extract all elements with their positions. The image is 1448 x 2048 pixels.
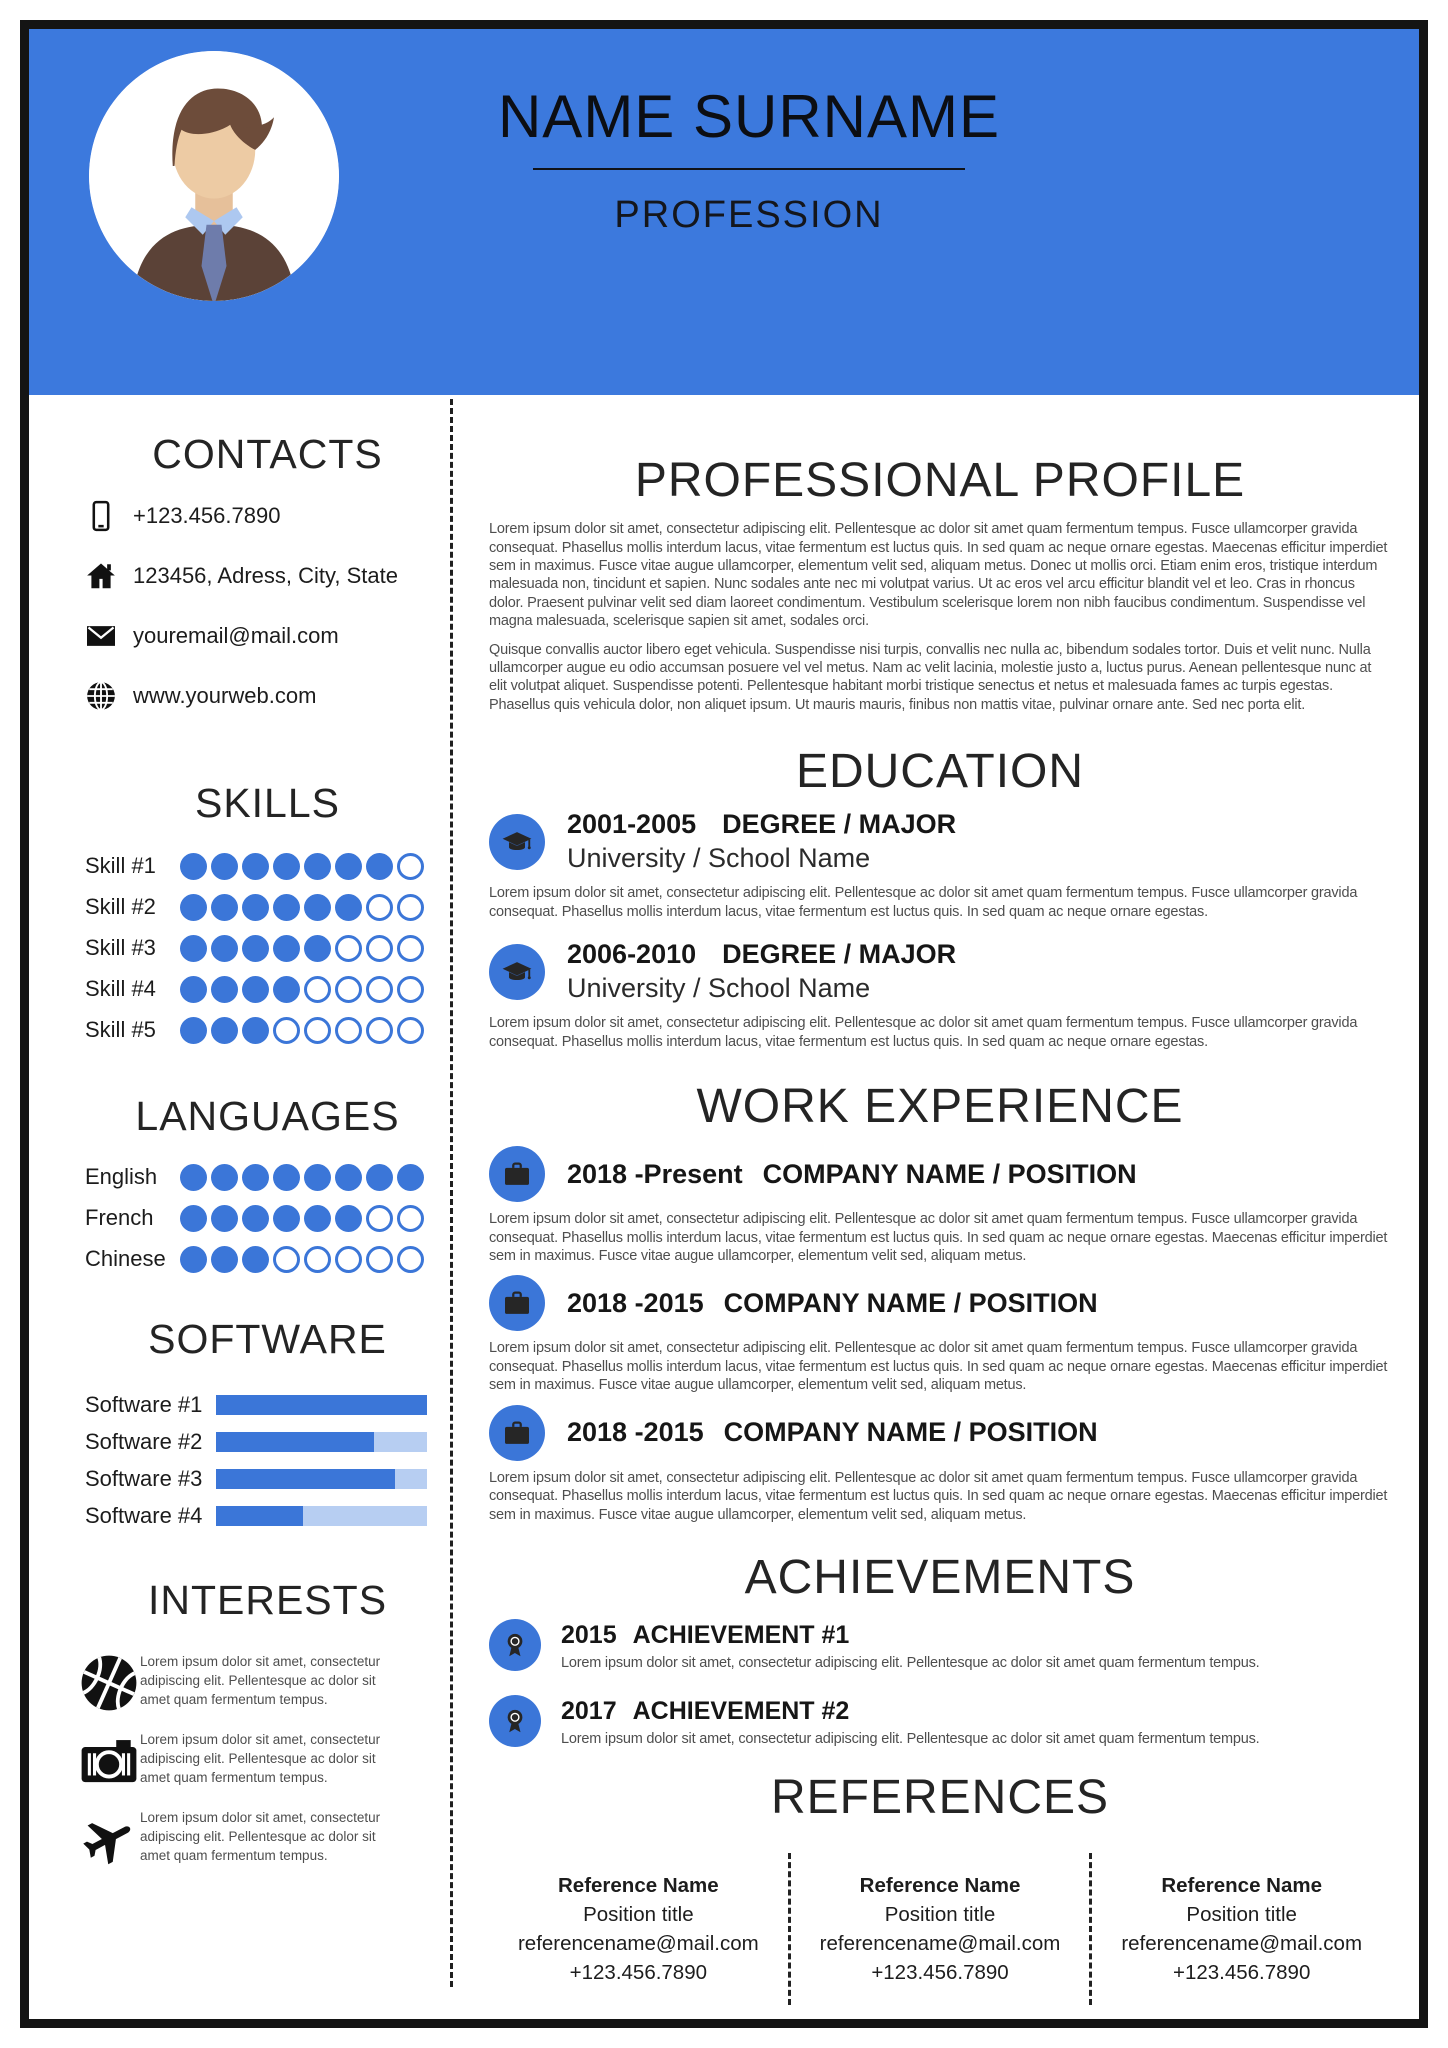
achievement-item [489, 1695, 1391, 1748]
software-bar-track [216, 1395, 427, 1415]
dot-filled [211, 1164, 238, 1191]
achievement-year: 2015 [561, 1621, 617, 1650]
education-item-text [567, 809, 956, 874]
achievement-label: ACHIEVEMENT #2 [632, 1696, 850, 1725]
education-title-line [567, 809, 956, 840]
skill-row [85, 851, 450, 881]
dot-empty [397, 1205, 424, 1232]
education-title-line [567, 939, 956, 970]
dot-filled [242, 894, 269, 921]
education-years: 2001-2005 [567, 809, 697, 840]
dot-filled [180, 935, 207, 962]
work-item [489, 1146, 1391, 1265]
language-row [85, 1244, 450, 1274]
reference-position: Position title [1186, 1903, 1297, 1927]
achievement-description: Lorem ipsum dolor sit amet, consectetur adipiscing elit. Pellentesque ac dolor sit amet quam fermentum tempus. [561, 1730, 1260, 1747]
education-item-text [567, 939, 956, 1004]
achievement-item-text [561, 1619, 1260, 1672]
work-item [489, 1405, 1391, 1524]
skill-row-label: Skill #1 [85, 853, 156, 879]
dot-empty [304, 1017, 331, 1044]
briefcase-icon [489, 1405, 545, 1461]
skill-row-dots [180, 1017, 424, 1044]
reference-position: Position title [884, 1903, 996, 1927]
skill-row-dots [180, 894, 424, 921]
dot-filled [211, 1205, 238, 1232]
education-degree: DEGREE / MAJOR [722, 809, 957, 840]
interest-item [85, 1730, 450, 1792]
achievement-item-text [561, 1695, 1260, 1748]
content-columns [29, 395, 1419, 2019]
basketball-icon [78, 1652, 140, 1714]
work-years: 2018 -Present [567, 1158, 743, 1189]
header-text [419, 85, 1079, 237]
work-item [489, 1275, 1391, 1394]
dot-filled [211, 976, 238, 1003]
software-label: Software #4 [85, 1502, 203, 1528]
language-row-label: English [85, 1164, 158, 1190]
dot-empty [366, 1017, 393, 1044]
software-label: Software #1 [85, 1391, 203, 1417]
dot-filled [180, 976, 207, 1003]
dot-filled [273, 853, 300, 880]
dot-filled [211, 894, 238, 921]
header-divider [533, 168, 965, 170]
software-bar-fill [216, 1432, 374, 1452]
references-row [489, 1853, 1391, 2005]
contact-text: 123456, Adress, City, State [133, 563, 398, 589]
work-title-line [567, 1159, 1137, 1190]
dot-filled [273, 894, 300, 921]
dot-filled [242, 976, 269, 1003]
dot-filled [304, 853, 331, 880]
achievement-title-line [561, 1697, 1260, 1726]
interest-text: Lorem ipsum dolor sit amet, consectetur adipiscing elit. Pellentesque ac dolor sit amet quam fermentum tempus. [140, 1731, 381, 1785]
dot-filled [211, 935, 238, 962]
resume-page [20, 20, 1428, 2028]
work-title: WORK EXPERIENCE [696, 1080, 1184, 1134]
profile-title: PROFESSIONAL PROFILE [634, 454, 1246, 507]
language-row-label: French [85, 1205, 154, 1231]
achievement-item-header [489, 1695, 1391, 1748]
reference-email: referencename@mail.com [517, 1932, 759, 1956]
work-item-text [567, 1288, 1098, 1319]
phone-icon [85, 498, 119, 534]
dot-filled [304, 935, 331, 962]
contact-text: +123.456.7890 [133, 503, 281, 529]
skill-row-label: Skill #4 [85, 976, 156, 1002]
work-company: COMPANY NAME / POSITION [723, 1417, 1098, 1448]
dot-filled [180, 1246, 207, 1273]
reference-card [1092, 1871, 1391, 1987]
dot-filled [180, 894, 207, 921]
profile-paragraph: Quisque convallis auctor libero eget vehicula. Suspendisse nisi turpis, convallis nec nulla ac, bibendum sodales tortor. Duis et velit nunc. Nulla ullamcorper augue eu odio accumsan posuere vel vel metus. Nam ac velit lacinia, molestie justo a, luctus purus. Aenean pellentesque nunc at elit volutpat aliquet. Suspendisse potenti. Pellentesque habitant morbi tristique senectus et netus et malesuada fames ac turpis egestas. Phasellus quis vehicula dolor, non aliquet ipsum. Ut mauris mauris, finibus non mattis vitae, pulvinar ornare ante. Sed nec porta elit. [489, 641, 1372, 713]
dot-empty [366, 935, 393, 962]
dot-empty [397, 853, 424, 880]
reference-card [489, 1871, 788, 1987]
dot-empty [397, 935, 424, 962]
skill-row-dots [180, 853, 424, 880]
skill-row [85, 892, 450, 922]
skills-list [85, 851, 450, 1045]
software-row [85, 1390, 450, 1420]
dot-filled [366, 1164, 393, 1191]
skill-row [85, 1015, 450, 1045]
dot-filled [180, 853, 207, 880]
dot-filled [242, 1164, 269, 1191]
language-row-label: Chinese [85, 1246, 166, 1272]
profession-title: PROFESSION [614, 194, 884, 236]
dot-filled [242, 1017, 269, 1044]
dot-empty [366, 976, 393, 1003]
work-years: 2018 -2015 [567, 1417, 704, 1448]
briefcase-icon [489, 1146, 545, 1202]
mail-icon [85, 618, 119, 654]
dot-empty [273, 1246, 300, 1273]
dot-empty [335, 1246, 362, 1273]
medal-icon [489, 1619, 541, 1671]
dot-filled [273, 935, 300, 962]
work-title-line [567, 1417, 1098, 1448]
skill-row [85, 974, 450, 1004]
work-description: Lorem ipsum dolor sit amet, consectetur adipiscing elit. Pellentesque ac dolor sit amet quam fermentum tempus. Fusce ullamcorper gravida consequat. Phasellus mollis interdum lacus, vitae fermentum est luctus quis. In sed quam ac neque ornare egestas. Maecenas efficitur imperdiet sem in maximus. Fusce vitae augue ullamcorper, elementum velit sed, aliquam metus. [489, 1211, 1388, 1265]
work-title-line [567, 1288, 1098, 1319]
dot-filled [180, 1205, 207, 1232]
reference-phone: +123.456.7890 [1172, 1961, 1311, 1985]
dot-filled [366, 853, 393, 880]
sidebar [29, 395, 450, 2019]
software-bar-fill [216, 1506, 303, 1526]
skill-row-label: Skill #3 [85, 935, 156, 961]
dot-filled [304, 894, 331, 921]
achievement-description: Lorem ipsum dolor sit amet, consectetur adipiscing elit. Pellentesque ac dolor sit amet quam fermentum tempus. [561, 1655, 1260, 1672]
dot-filled [397, 1164, 424, 1191]
software-label: Software #3 [85, 1465, 203, 1491]
languages-title: LANGUAGES [135, 1093, 400, 1140]
plane-icon [78, 1808, 140, 1870]
references-title: REFERENCES [770, 1770, 1110, 1824]
education-item-header [489, 939, 1391, 1004]
language-row-dots [180, 1205, 424, 1232]
dot-filled [304, 1205, 331, 1232]
reference-position: Position title [583, 1903, 694, 1927]
reference-name: Reference Name [558, 1874, 719, 1898]
work-list [489, 1146, 1391, 1524]
dot-filled [242, 935, 269, 962]
reference-phone: +123.456.7890 [871, 1961, 1009, 1985]
interests-title: INTERESTS [147, 1576, 388, 1623]
dot-empty [366, 894, 393, 921]
interest-item [85, 1808, 450, 1870]
software-row [85, 1427, 450, 1457]
main-column [453, 395, 1419, 2019]
education-item [489, 939, 1391, 1051]
education-title: EDUCATION [795, 745, 1085, 799]
reference-name: Reference Name [1161, 1874, 1323, 1898]
dot-filled [211, 1017, 238, 1044]
interest-text: Lorem ipsum dolor sit amet, consectetur adipiscing elit. Pellentesque ac dolor sit amet quam fermentum tempus. [140, 1653, 381, 1707]
software-bar-track [216, 1469, 427, 1489]
dot-filled [180, 1017, 207, 1044]
camera-icon [78, 1730, 140, 1792]
dot-empty [397, 1246, 424, 1273]
dot-empty [366, 1205, 393, 1232]
name-title: NAME SURNAME [497, 83, 1001, 150]
education-item-header [489, 809, 1391, 874]
dot-filled [273, 1164, 300, 1191]
achievement-year: 2017 [561, 1696, 617, 1725]
education-item [489, 809, 1391, 921]
dot-filled [180, 1164, 207, 1191]
software-bar-fill [216, 1395, 427, 1415]
software-bar-track [216, 1432, 427, 1452]
graduation-cap-icon [489, 944, 545, 1000]
languages-list [85, 1162, 450, 1274]
software-list [85, 1390, 450, 1531]
work-item-header [489, 1405, 1391, 1461]
software-label: Software #2 [85, 1428, 203, 1454]
dot-empty [397, 976, 424, 1003]
education-description: Lorem ipsum dolor sit amet, consectetur adipiscing elit. Pellentesque ac dolor sit amet quam fermentum tempus. Fusce ullamcorper gravida consequat. Phasellus mollis interdum lacus, vitae fermentum est luctus quis. In sed quam ac neque ornare egestas. [489, 1015, 1358, 1050]
software-bar-track [216, 1506, 427, 1526]
contact-item [85, 672, 450, 720]
education-description: Lorem ipsum dolor sit amet, consectetur adipiscing elit. Pellentesque ac dolor sit amet quam fermentum tempus. Fusce ullamcorper gravida consequat. Phasellus mollis interdum lacus, vitae fermentum est luctus quis. In sed quam ac neque ornare egestas. [489, 885, 1358, 920]
education-years: 2006-2010 [567, 939, 697, 970]
education-school: University / School Name [567, 973, 871, 1004]
education-list [489, 809, 1391, 1051]
work-description: Lorem ipsum dolor sit amet, consectetur adipiscing elit. Pellentesque ac dolor sit amet quam fermentum tempus. Fusce ullamcorper gravida consequat. Phasellus mollis interdum lacus, vitae fermentum est luctus quis. In sed quam ac neque ornare egestas. Maecenas efficitur imperdiet sem in maximus. Fusce vitae augue ullamcorper, elementum velit sed, aliquam metus. [489, 1469, 1388, 1523]
briefcase-icon [489, 1275, 545, 1331]
interest-item [85, 1652, 450, 1714]
dot-empty [273, 1017, 300, 1044]
skill-row [85, 933, 450, 963]
home-icon [85, 558, 119, 594]
dot-filled [242, 1246, 269, 1273]
work-years: 2018 -2015 [567, 1287, 704, 1318]
dot-filled [304, 1164, 331, 1191]
reference-name: Reference Name [859, 1874, 1021, 1898]
profile-paragraphs [489, 520, 1391, 714]
skill-row-label: Skill #2 [85, 894, 156, 920]
software-row [85, 1464, 450, 1494]
reference-email: referencename@mail.com [1121, 1932, 1363, 1956]
reference-email: referencename@mail.com [819, 1932, 1061, 1956]
language-row-dots [180, 1246, 424, 1273]
interests-list [85, 1652, 450, 1870]
work-item-text [567, 1159, 1137, 1190]
avatar [89, 51, 339, 301]
profile-paragraph: Lorem ipsum dolor sit amet, consectetur adipiscing elit. Pellentesque ac dolor sit amet quam fermentum tempus. Fusce ullamcorper gravida consequat. Phasellus mollis interdum lacus, vitae fermentum est luctus quis. In sed quam ac neque ornare egestas. Maecenas efficitur imperdiet sem in maximus. Fusce vitae augue ullamcorper, elementum velit sed, aliquam metus. Donec ut mollis orci. Etiam enim eros, tristique interdum malesuada non, tincidunt et sapien. Nunc sodales ante nec mi volutpat varius. Ut ac eros vel arcu efficitur blandit vel et leo. Cras in rhoncus dolor. Praesent pulvinar velit sed diam laoreet condimentum. Vestibulum scelerisque lorem non nibh faucibus condimentum. Suspendisse vel magna malesuada, scelerisque sapien sit amet, sodales orci. [489, 521, 1388, 630]
education-degree: DEGREE / MAJOR [722, 939, 957, 970]
language-row [85, 1162, 450, 1192]
achievement-item-header [489, 1619, 1391, 1672]
contact-text: www.yourweb.com [133, 683, 317, 709]
work-item-header [489, 1275, 1391, 1331]
skill-row-dots [180, 976, 424, 1003]
dot-filled [273, 976, 300, 1003]
dot-filled [335, 1205, 362, 1232]
achievement-title-line [561, 1621, 1260, 1650]
contact-item [85, 612, 450, 660]
work-item-text [567, 1417, 1098, 1448]
work-description: Lorem ipsum dolor sit amet, consectetur adipiscing elit. Pellentesque ac dolor sit amet quam fermentum tempus. Fusce ullamcorper gravida consequat. Phasellus mollis interdum lacus, vitae fermentum est luctus quis. In sed quam ac neque ornare egestas. Maecenas efficitur imperdiet sem in maximus. Fusce vitae augue ullamcorper, elementum velit sed, aliquam metus. [489, 1340, 1388, 1394]
language-row [85, 1203, 450, 1233]
achievements-title: ACHIEVEMENTS [744, 1550, 1136, 1604]
education-school: University / School Name [567, 843, 871, 874]
work-company: COMPANY NAME / POSITION [723, 1287, 1098, 1318]
contact-item [85, 552, 450, 600]
work-company: COMPANY NAME / POSITION [762, 1158, 1137, 1189]
person-avatar-icon [89, 51, 339, 301]
dot-filled [335, 894, 362, 921]
reference-card [791, 1871, 1090, 1987]
medal-icon [489, 1695, 541, 1747]
dot-filled [273, 1205, 300, 1232]
dot-empty [397, 1017, 424, 1044]
skill-row-label: Skill #5 [85, 1017, 156, 1043]
skill-row-dots [180, 935, 424, 962]
contact-item [85, 492, 450, 540]
dot-filled [211, 1246, 238, 1273]
contacts-title: CONTACTS [152, 431, 383, 477]
dot-empty [335, 1017, 362, 1044]
contact-text: youremail@mail.com [133, 623, 339, 649]
dot-empty [304, 976, 331, 1003]
contacts-list [85, 492, 450, 720]
dot-filled [242, 853, 269, 880]
interest-text: Lorem ipsum dolor sit amet, consectetur adipiscing elit. Pellentesque ac dolor sit amet quam fermentum tempus. [140, 1809, 381, 1863]
dot-filled [242, 1205, 269, 1232]
globe-icon [85, 678, 119, 714]
dot-empty [366, 1246, 393, 1273]
achievement-item [489, 1619, 1391, 1672]
dot-filled [211, 853, 238, 880]
graduation-cap-icon [489, 814, 545, 870]
work-item-header [489, 1146, 1391, 1202]
dot-filled [335, 1164, 362, 1191]
dot-empty [335, 976, 362, 1003]
dot-empty [335, 935, 362, 962]
software-title: SOFTWARE [148, 1316, 387, 1363]
dot-filled [335, 853, 362, 880]
header [29, 29, 1419, 395]
achievements-list [489, 1619, 1391, 1748]
reference-phone: +123.456.7890 [569, 1961, 708, 1985]
skills-title: SKILLS [194, 780, 341, 827]
dot-empty [304, 1246, 331, 1273]
achievement-label: ACHIEVEMENT #1 [632, 1621, 850, 1650]
software-row [85, 1501, 450, 1531]
software-bar-fill [216, 1469, 395, 1489]
dot-empty [397, 894, 424, 921]
language-row-dots [180, 1164, 424, 1191]
